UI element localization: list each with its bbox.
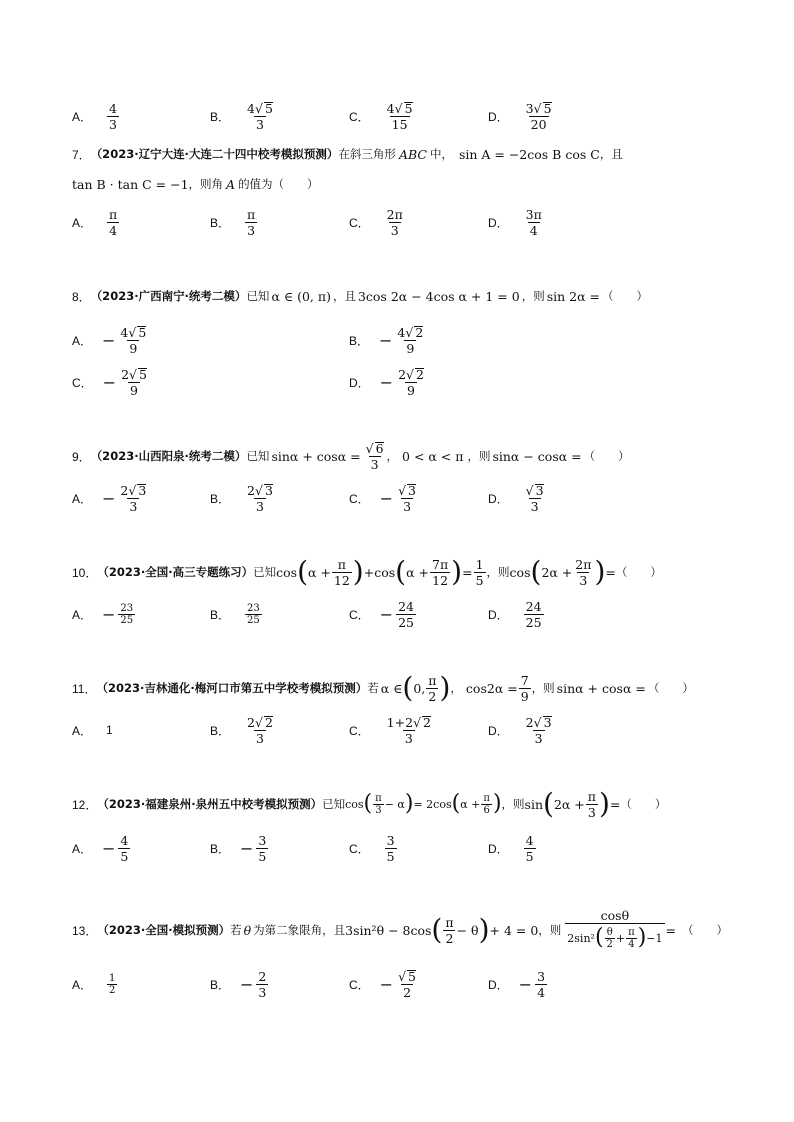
q13-option-d[interactable]: D． − $\frac{3}{4}$	[488, 968, 546, 1000]
fraction: $\frac{1}{5}$	[475, 556, 484, 588]
q12-option-b[interactable]: B． − $\frac{3}{5}$	[210, 832, 267, 864]
q9-stem: 9． （2023·山西阳泉·统考二模） 已知 sinα + cosα = $\frac{√ 6}{3}$ ， 0 < α < π ，则 sinα − cosα = （ ）	[72, 440, 630, 472]
q12-options	[72, 828, 762, 868]
q11-option-c[interactable]: C． $\frac{1+2√ 2}{3}$	[349, 714, 431, 746]
fraction: $\frac{3}{5}$	[258, 832, 267, 864]
q9-option-a[interactable]: A． − $\frac{2√ 3}{3}$	[72, 482, 147, 514]
q10-stem: 10． （2023·全国·高三专题练习） 已知 cos ( α + $\frac{\pi}{12}$ ) + cos ( α + $\frac{7\pi}{12}$ ) = $\frac{1}{5}$ ，则 cos ( 2α + $\frac{2\pi}{3}$ ) = （ ）	[72, 555, 662, 588]
fraction: $\frac{2}{3}$	[258, 968, 267, 1000]
q9-options	[72, 478, 762, 518]
q9-option-d[interactable]: D． $\frac{√ 3}{3}$	[488, 482, 544, 514]
q7-stem-line2: tan B · tan C = −1 ，则角 A 的值为（ ）	[72, 176, 319, 192]
q13-option-c[interactable]: C． − $\frac{√ 5}{2}$	[349, 968, 416, 1000]
question-number: 9．	[72, 449, 91, 464]
q10-option-b[interactable]: B． $\frac{23}{25}$	[210, 602, 260, 626]
fraction: $\frac{3\pi}{4}$	[525, 206, 542, 238]
fraction: $\frac{2√ 2}{9}$	[398, 366, 424, 398]
q7-option-d[interactable]: D． $\frac{3\pi}{4}$	[488, 206, 542, 238]
fraction: $\frac{24}{25}$	[398, 598, 414, 630]
q7-option-a[interactable]: A． $\frac{\pi}{4}$	[72, 206, 118, 238]
fraction: $\frac{4√ 5}{9}$	[120, 324, 147, 356]
q13-option-a[interactable]: A． $\frac{1}{2}$	[72, 972, 116, 996]
fraction: $\frac{4}{3}$	[109, 100, 117, 132]
q11-option-a[interactable]: A． 1	[72, 723, 113, 738]
fraction: $\frac{23}{25}$	[247, 602, 260, 626]
question-source: （2023·吉林通化·梅河口市第五中学校考模拟预测）	[96, 681, 368, 695]
equation: sin 2α =	[546, 288, 600, 304]
fraction: $\frac{4}{5}$	[525, 832, 534, 864]
fraction: $\frac{3}{5}$	[386, 832, 395, 864]
fraction: $\frac{24}{25}$	[525, 598, 542, 630]
q11-option-d[interactable]: D． $\frac{2√ 3}{3}$	[488, 714, 552, 746]
question-source: （2023·广西南宁·统考二模）	[90, 289, 247, 303]
fraction: $\frac{√ 3}{3}$	[525, 482, 544, 514]
fraction: $\frac{\pi}{12}$	[333, 556, 350, 588]
q7-option-b[interactable]: B． $\frac{\pi}{3}$	[210, 206, 256, 238]
q10-option-d[interactable]: D． $\frac{24}{25}$	[488, 598, 542, 630]
fraction: $\frac{4√ 2}{9}$	[397, 324, 424, 356]
equation: 3cos 2α − 4cos α + 1 = 0	[357, 288, 520, 304]
q12-stem: 12． （2023·福建泉州·泉州五中校考模拟预测） 已知 cos ( $\frac{\pi}{3}$ − α ) = 2cos ( α + $\frac{\pi}{6}$ ) ，则 sin ( 2α + $\frac{\pi}{3}$ ) = （ ）	[72, 787, 667, 820]
q6-option-a[interactable]	[72, 96, 120, 136]
q10-options	[72, 594, 762, 634]
fraction: $\frac{2√ 3}{3}$	[247, 482, 273, 514]
question-number: 10．	[72, 565, 98, 580]
fraction: $\frac{4√ 5}{15}$	[386, 100, 413, 132]
question-source: （2023·辽宁大连·大连二十四中校考模拟预测）	[90, 147, 339, 161]
q7-option-c[interactable]: C． $\frac{2\pi}{3}$	[349, 206, 403, 238]
fraction: $\frac{\pi}{6}$	[483, 792, 490, 816]
fraction: $\frac{√ 3}{3}$	[398, 482, 416, 514]
q7-options	[72, 202, 762, 242]
fraction: $\frac{2√ 3}{3}$	[525, 714, 552, 746]
fraction: $\frac{√ 5}{2}$	[398, 968, 416, 1000]
fraction: $\frac{4}{5}$	[120, 832, 129, 864]
fraction: $\frac{\pi}{2}$	[428, 672, 437, 704]
question-source: （2023·全国·高三专题练习）	[97, 565, 254, 579]
q11-stem: 11． （2023·吉林通化·梅河口市第五中学校考模拟预测） 若 α ∈ ( 0, $\frac{\pi}{2}$ ) ， cos2α = $\frac{7}{9}$ ，则 sinα + cosα = （ ）	[72, 671, 694, 704]
q12-option-c[interactable]: C． $\frac{3}{5}$	[349, 832, 395, 864]
fraction: $\frac{\theta}{2}$	[606, 926, 613, 950]
question-source: （2023·福建泉州·泉州五中校考模拟预测）	[97, 797, 323, 811]
fraction: $\frac{2√ 5}{9}$	[121, 366, 147, 398]
question-source: （2023·山西阳泉·统考二模）	[90, 449, 247, 463]
q6-option-b[interactable]	[210, 96, 276, 136]
fraction: $\frac{7}{9}$	[520, 672, 529, 704]
q13-stem: 13． （2023·全国·模拟预测） 若 θ 为第二象限角，且 3sin²θ − 8cos ( $\frac{\pi}{2}$ − θ ) + 4 = 0 ，则 cosθ 2sin² ( $\frac{\theta}{2}$ + $\frac{\pi}{4}$ ) −1 = （ ）	[72, 908, 728, 950]
question-number: 7．	[72, 147, 91, 162]
fraction: $\frac{7\pi}{12}$	[432, 556, 449, 588]
equation: α ∈ (0, π)	[271, 288, 331, 304]
option-label: A．	[72, 109, 93, 124]
equation: 0 < α < π	[402, 448, 464, 464]
big-fraction: cosθ 2sin² ( $\frac{\theta}{2}$ + $\frac{\pi}{4}$ ) −1	[567, 908, 663, 950]
q8-option-a[interactable]: A． − $\frac{4√ 5}{9}$	[72, 324, 147, 356]
fraction: $\frac{\pi}{2}$	[445, 914, 454, 946]
q8-stem: 8． （2023·广西南宁·统考二模） 已知 α ∈ (0, π) ，且 3cos 2α − 4cos α + 1 = 0 ，则 sin 2α = （ ）	[72, 288, 648, 304]
q11-options	[72, 710, 762, 750]
question-number: 8．	[72, 289, 91, 304]
q7-stem-line1: 7． （2023·辽宁大连·大连二十四中校考模拟预测） 在斜三角形 ABC 中， sin A = −2cos B cos C ，且	[72, 146, 623, 162]
q10-option-a[interactable]: A． − $\frac{23}{25}$	[72, 602, 134, 626]
question-source: （2023·全国·模拟预测）	[97, 923, 231, 937]
equation: sinα + cosα =	[271, 448, 361, 464]
q6-option-d[interactable]	[488, 96, 555, 136]
option-label: B．	[210, 109, 231, 124]
fraction: $\frac{2\pi}{3}$	[575, 556, 592, 588]
fraction: $\frac{\pi}{3}$	[375, 792, 382, 816]
q8-option-c[interactable]: C． − $\frac{2√ 5}{9}$	[72, 366, 147, 398]
q13-options	[72, 964, 762, 1004]
fraction: $\frac{3}{4}$	[537, 968, 546, 1000]
equation: sin A = −2cos B cos C	[458, 146, 600, 162]
fraction: $\frac{\pi}{3}$	[587, 788, 596, 820]
q8-option-d[interactable]: D． − $\frac{2√ 2}{9}$	[349, 366, 424, 398]
question-number: 13．	[72, 923, 98, 938]
q9-option-c[interactable]: C． − $\frac{√ 3}{3}$	[349, 482, 416, 514]
q8-option-b[interactable]: B． − $\frac{4√ 2}{9}$	[349, 324, 424, 356]
q8-options-row2	[72, 362, 762, 402]
q12-option-a[interactable]: A． − $\frac{4}{5}$	[72, 832, 129, 864]
option-label: D．	[488, 109, 509, 124]
q6-options	[72, 96, 762, 136]
q12-option-d[interactable]: D． $\frac{4}{5}$	[488, 832, 534, 864]
q8-options-row1	[72, 320, 762, 360]
equation: tan B · tan C = −1	[72, 176, 189, 192]
fraction: $\frac{\pi}{4}$	[109, 206, 118, 238]
fraction: $\frac{\pi}{4}$	[628, 926, 635, 950]
fraction: $\frac{2\pi}{3}$	[386, 206, 403, 238]
fraction: $\frac{2√ 2}{3}$	[247, 714, 273, 746]
fraction: $\frac{1}{2}$	[109, 972, 116, 996]
q10-option-c[interactable]: C． − $\frac{24}{25}$	[349, 598, 414, 630]
fraction: $\frac{4√ 5}{3}$	[247, 100, 273, 132]
fraction: $\frac{\pi}{3}$	[247, 206, 256, 238]
q6-option-c[interactable]	[349, 96, 416, 136]
fraction: $\frac{3√ 5}{20}$	[525, 100, 552, 132]
fraction: $\frac{√ 6}{3}$	[365, 440, 384, 472]
question-number: 12．	[72, 797, 98, 812]
option-label: C．	[349, 109, 370, 124]
q11-option-b[interactable]: B． $\frac{2√ 2}{3}$	[210, 714, 273, 746]
q9-option-b[interactable]: B． $\frac{2√ 3}{3}$	[210, 482, 273, 514]
equation: sinα − cosα =	[492, 448, 582, 464]
fraction: $\frac{2√ 3}{3}$	[120, 482, 147, 514]
q13-option-b[interactable]: B． − $\frac{2}{3}$	[210, 968, 267, 1000]
fraction: $\frac{1+2√ 2}{3}$	[386, 714, 431, 746]
question-number: 11．	[72, 681, 97, 696]
fraction: $\frac{23}{25}$	[120, 602, 134, 626]
